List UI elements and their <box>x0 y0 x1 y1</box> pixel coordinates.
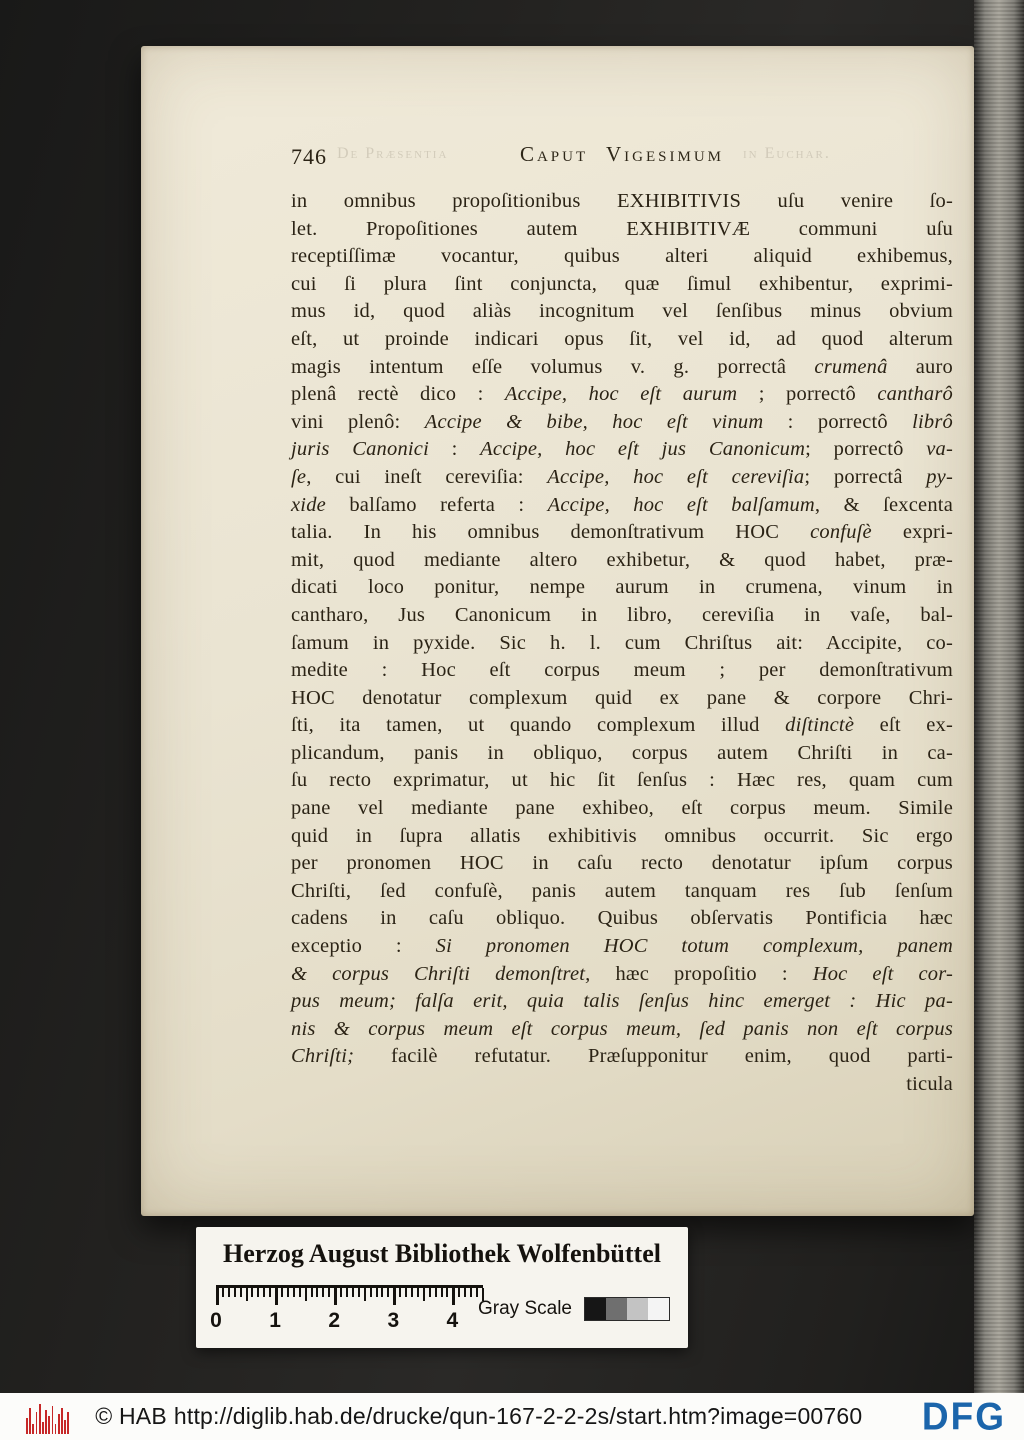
ruler-tick <box>370 1288 372 1297</box>
ruler-tick <box>476 1288 478 1297</box>
barcode-bar <box>48 1416 50 1434</box>
text-line: Chriſti; facilè refutatur. Præſupponitur enim, quod parti- <box>291 1045 953 1068</box>
barcode-bar <box>58 1414 60 1434</box>
ruler-tick <box>263 1288 265 1297</box>
text-line: eſt, ut proinde indicari opus ſit, vel id, ad quod alterum <box>291 327 953 350</box>
ruler-bar <box>216 1285 483 1288</box>
barcode-bar <box>64 1420 66 1434</box>
barcode-bar <box>55 1424 57 1434</box>
barcode-bar <box>26 1418 28 1434</box>
copyright-label: © HAB <box>95 1403 167 1429</box>
barcode-bar <box>61 1408 63 1434</box>
ruler-tick <box>435 1288 437 1297</box>
text-line: juris Canonici : Accipe, hoc eſt jus Canonicum; porrectô va- <box>291 438 953 461</box>
text-line: ſe, cui ineſt cereviſia: Accipe, hoc eſt cereviſia; porrectâ py- <box>291 465 953 488</box>
ruler-tick <box>240 1288 242 1297</box>
gray-scale-label: Gray Scale <box>478 1298 572 1319</box>
bleed-through-right: in Euchar. <box>743 145 831 162</box>
ruler-tick <box>452 1288 455 1305</box>
ruler-tick <box>358 1288 360 1297</box>
ruler-number: 1 <box>269 1309 281 1332</box>
ruler-tick <box>387 1288 389 1297</box>
text-line: ſamum in pyxide. Sic h. l. cum Chriſtus ait: Accipite, co- <box>291 631 953 654</box>
ruler-tick <box>328 1288 330 1297</box>
text-line: mus id, quod aliàs incognitum vel ſenſibus minus obvium <box>291 300 953 323</box>
ruler-tick <box>399 1288 401 1297</box>
ruler-tick <box>246 1288 248 1301</box>
ruler-tick <box>446 1288 448 1297</box>
text-line: ſu recto exprimatur, ut hic ſit ſenſus : Hæc res, quam cum <box>291 769 953 792</box>
barcode-bar <box>29 1408 31 1434</box>
ruler-tick <box>216 1288 219 1305</box>
ruler-tick <box>275 1288 278 1305</box>
page-text <box>291 188 953 1099</box>
library-scale-card <box>196 1227 688 1348</box>
book-page <box>141 46 974 1216</box>
ruler-tick <box>417 1288 419 1297</box>
ruler-tick <box>228 1288 230 1297</box>
ruler-number: 2 <box>328 1309 341 1332</box>
ruler-tick <box>411 1288 413 1297</box>
ruler-tick <box>340 1288 342 1297</box>
ruler-tick <box>458 1288 460 1297</box>
text-line: cui ſi plura ſint conjuncta, quæ ſimul exhibentur, exprimi- <box>291 272 953 295</box>
text-line: cadens in caſu obliquo. Quibus obſervatis Pontificia hæc <box>291 907 953 930</box>
ruler-tick <box>222 1288 224 1297</box>
page-header <box>291 142 953 178</box>
text-line: let. Propoſitiones autem EXHIBITIVÆ communi uſu <box>291 217 953 240</box>
gray-patch <box>585 1298 606 1320</box>
footer-caption <box>95 1403 862 1430</box>
ruler-tick <box>429 1288 431 1297</box>
chapter-heading: Caput Vigesimum <box>519 142 725 166</box>
barcode-bar <box>67 1412 69 1434</box>
text-line: & corpus Chriſti demonſtret, hæc propoſitio : Hoc eſt cor- <box>291 962 953 985</box>
ruler-tick <box>293 1288 295 1297</box>
text-line: talia. In his omnibus demonſtrativum HOC confuſè expri- <box>291 521 953 544</box>
text-line: xide balſamo referta : Accipe, hoc eſt balſamum, & ſexcenta <box>291 493 953 516</box>
text-line: plenâ rectè dico : Accipe, hoc eſt aurum ; porrectô cantharô <box>291 383 953 406</box>
book-fore-edge <box>974 0 1024 1393</box>
gray-patch <box>606 1298 627 1320</box>
ruler-tick <box>364 1288 366 1301</box>
ruler-tick <box>352 1288 354 1297</box>
ruler-tick <box>423 1288 425 1301</box>
library-name: Herzog August Bibliothek Wolfenbüttel <box>223 1239 661 1268</box>
text-line: medite : Hoc eſt corpus meum ; per demonſtrativum <box>291 659 953 682</box>
ruler-number: 0 <box>210 1309 222 1332</box>
barcode-bar <box>32 1424 34 1434</box>
ruler-tick <box>234 1288 236 1297</box>
text-line: ticula <box>906 1073 953 1095</box>
ruler-tick <box>305 1288 307 1301</box>
ruler-tick <box>376 1288 378 1297</box>
text-line: vini plenô: Accipe & bibe, hoc eſt vinum : porrectô librô <box>291 410 954 433</box>
ruler-tick <box>334 1288 337 1305</box>
ruler-tick <box>405 1288 407 1297</box>
ruler-tick <box>381 1288 383 1297</box>
gray-patch <box>627 1298 648 1320</box>
gray-scale <box>478 1297 670 1321</box>
text-line: mit, quod mediante altero exhibetur, & quod habet, præ- <box>291 548 953 571</box>
ruler-tick <box>464 1288 466 1297</box>
ruler-tick <box>346 1288 348 1297</box>
ruler-tick <box>311 1288 313 1297</box>
text-line: plicandum, panis in obliquo, corpus autem Chriſti in ca- <box>291 741 953 764</box>
ruler-tick <box>299 1288 301 1297</box>
text-line: per pronomen HOC in caſu recto denotatur ipſum corpus <box>291 852 953 875</box>
text-line: exceptio : Si pronomen HOC totum complexum, panem <box>291 935 953 958</box>
text-line: ſti, ita tamen, ut quando complexum illud diſtinctè eſt ex- <box>291 714 954 737</box>
ruler-tick <box>287 1288 289 1297</box>
barcode-bar <box>52 1406 54 1434</box>
barcode-bar <box>42 1422 44 1434</box>
ruler-scale <box>210 1285 486 1335</box>
text-line: receptiſſimæ vocantur, quibus alteri aliquid exhibemus, <box>291 245 953 268</box>
page-number: 746 <box>291 144 327 169</box>
ruler-tick <box>316 1288 318 1297</box>
text-line: cantharo, Jus Canonicum in libro, cereviſia in vaſe, bal- <box>291 603 953 626</box>
dfg-logo: DFG <box>921 1394 1006 1438</box>
gray-patch <box>648 1298 669 1320</box>
ruler-tick <box>281 1288 283 1297</box>
ruler-tick <box>441 1288 443 1297</box>
barcode-bar <box>36 1412 38 1434</box>
ruler-tick <box>393 1288 396 1305</box>
barcode-bar <box>45 1410 47 1434</box>
text-block <box>291 142 953 1099</box>
ruler-number: 3 <box>387 1309 400 1332</box>
text-line: HOC denotatur complexum quid ex pane & corpore Chri- <box>291 686 953 709</box>
ruler-tick <box>322 1288 324 1297</box>
text-line: magis intentum eſſe volumus v. g. porrectâ crumenâ auro <box>291 355 953 378</box>
barcode-bar <box>39 1404 41 1434</box>
text-line: nis & corpus meum eſt corpus meum, ſed panis non eſt corpus <box>291 1017 953 1040</box>
text-line: in omnibus propoſitionibus EXHIBITIVIS uſu venire ſo- <box>291 190 953 212</box>
gray-scale-patches <box>584 1297 670 1321</box>
footer-bar <box>0 1393 1024 1440</box>
ruler-tick <box>269 1288 271 1297</box>
text-line: dicati loco ponitur, nempe aurum in crumena, vinum in <box>291 576 953 599</box>
ruler-tick <box>257 1288 259 1297</box>
text-line: pane vel mediante pane exhibeo, eſt corpus meum. Simile <box>291 797 953 820</box>
source-url[interactable]: http://diglib.hab.de/drucke/qun-167-2-2-2s/start.htm?image=00760 <box>173 1403 863 1429</box>
bleed-through-left: De Præsentia <box>337 145 449 162</box>
text-line: Chriſti, ſed confuſè, panis autem tanquam res ſub ſenſum <box>291 879 953 902</box>
ruler-tick <box>470 1288 472 1297</box>
ruler-number: 4 <box>446 1309 459 1332</box>
ruler-tick <box>251 1288 253 1297</box>
text-line: pus meum; falſa erit, quia talis ſenſus hinc emerget : Hic pa- <box>291 990 953 1013</box>
color-barcode-icon <box>26 1400 69 1434</box>
text-line: quid in ſupra allatis exhibitivis omnibus occurrit. Sic ergo <box>291 824 953 847</box>
